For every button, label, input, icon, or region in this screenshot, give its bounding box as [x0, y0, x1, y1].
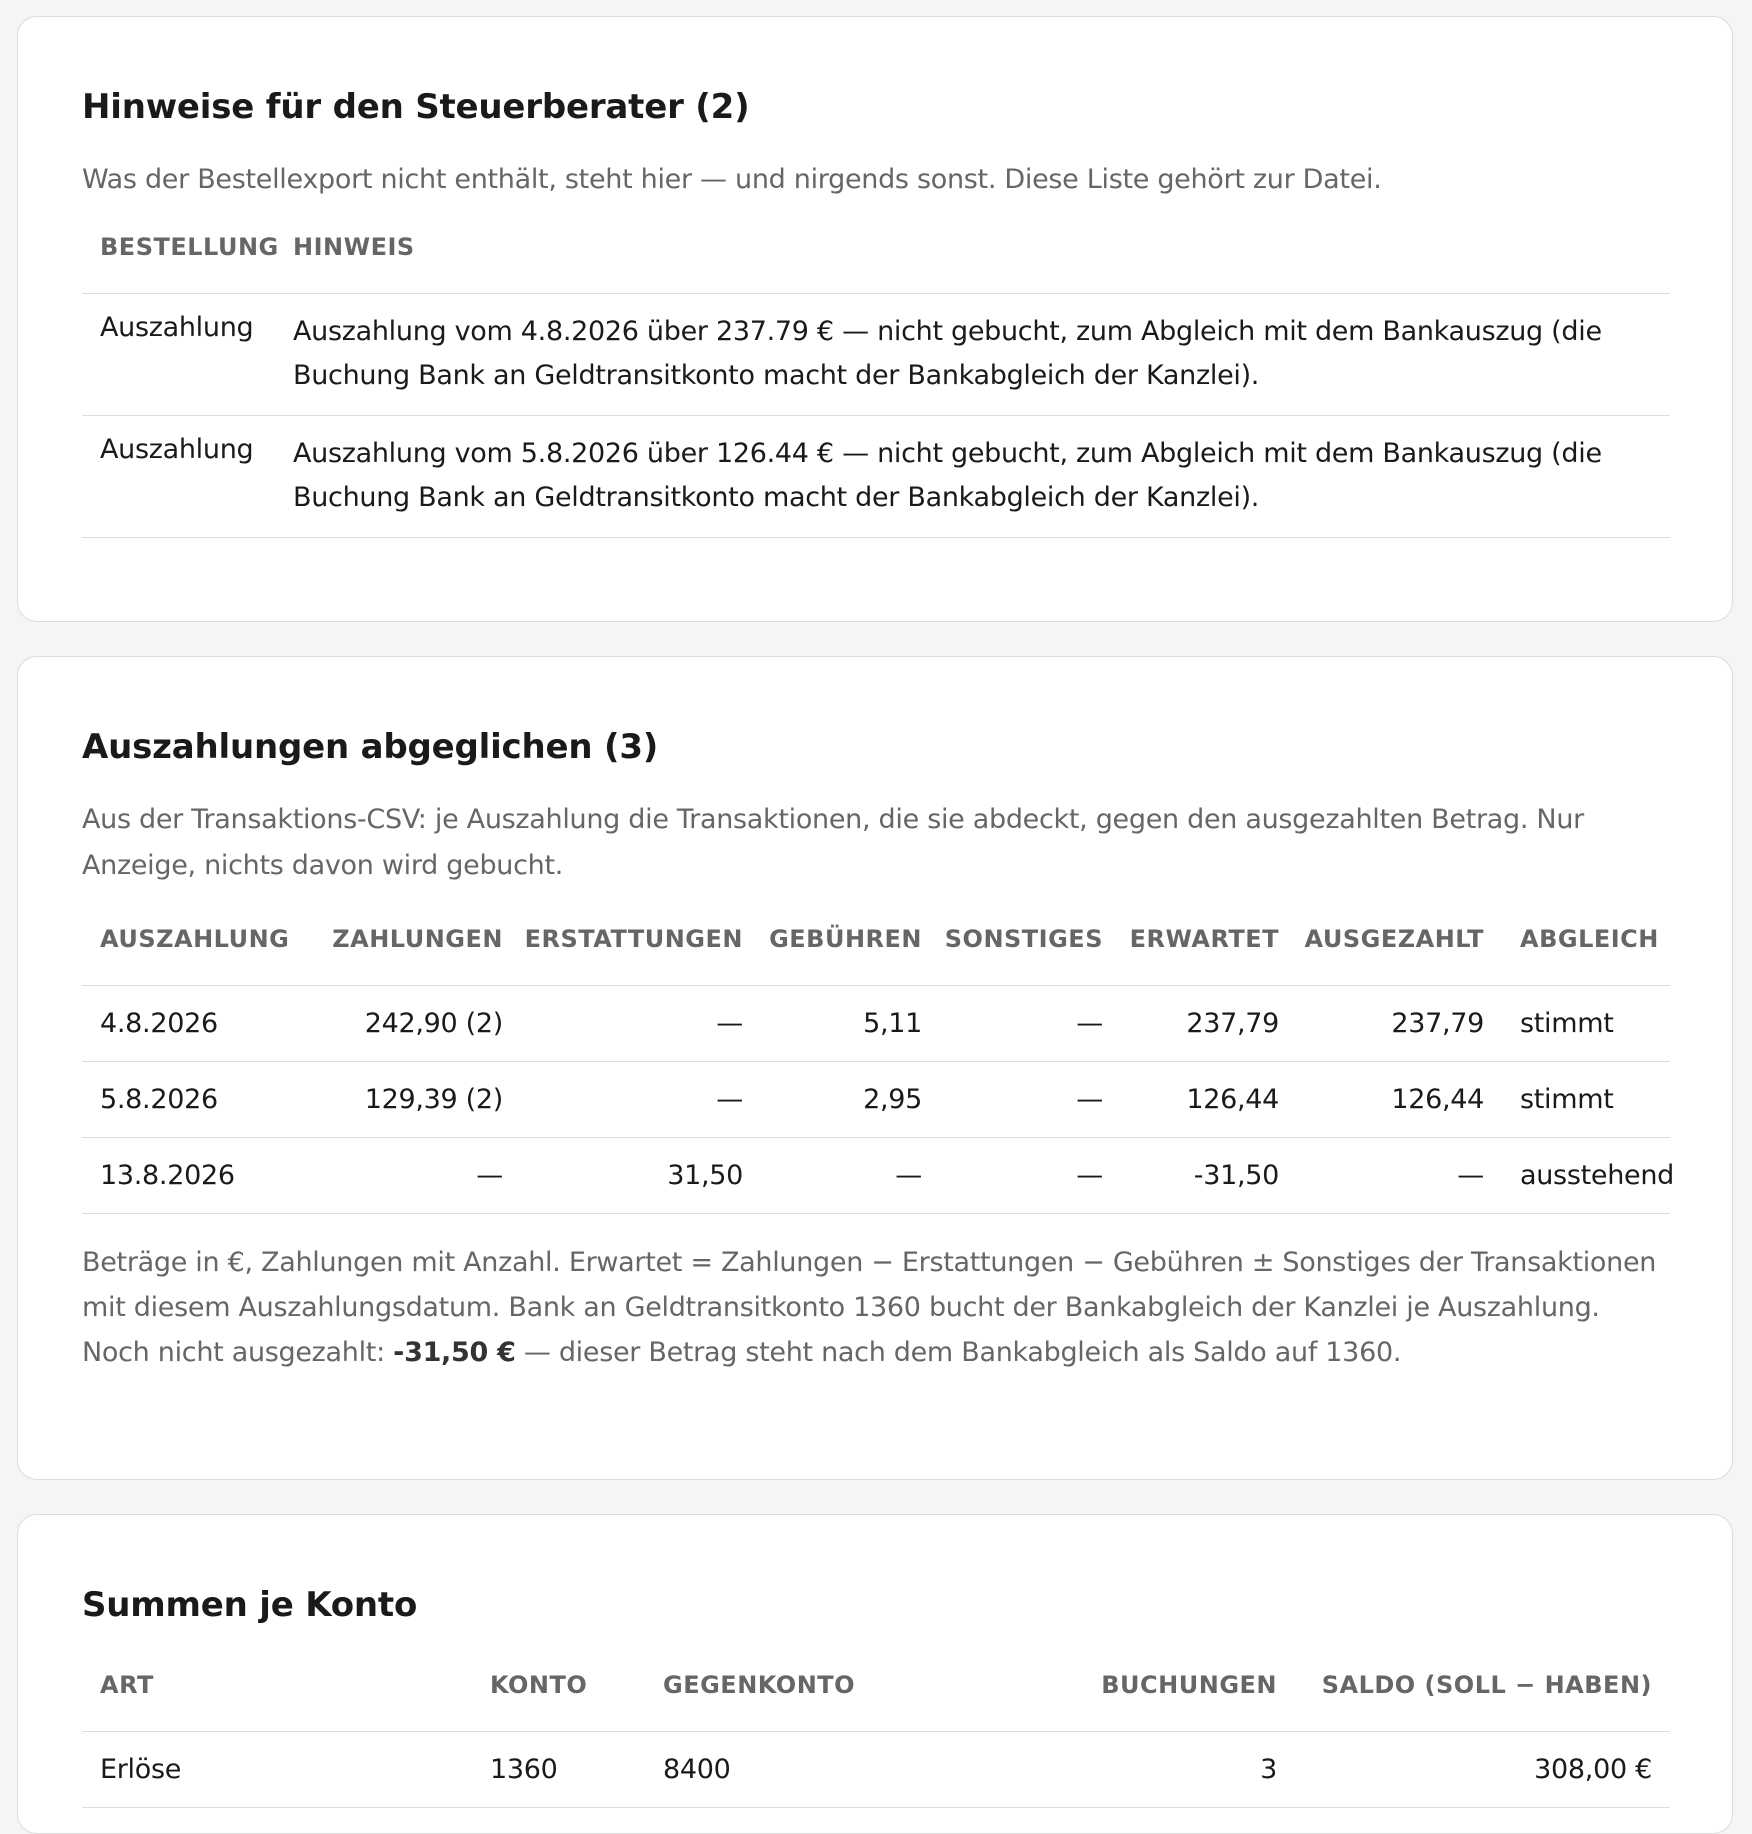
paid-cell: 126,44	[1279, 1061, 1484, 1137]
column-header-saldo: SALDO (SOLL − HABEN)	[1277, 1665, 1670, 1731]
order-cell: Auszahlung	[82, 293, 275, 415]
table-row	[82, 415, 1670, 537]
payout-date-cell: 4.8.2026	[82, 985, 289, 1061]
other-cell: —	[922, 1061, 1103, 1137]
column-header-sonstiges: SONSTIGES	[922, 919, 1103, 985]
table-row	[82, 985, 1670, 1061]
column-header-bestellung: BESTELLUNG	[82, 227, 275, 293]
note-cell: Auszahlung vom 4.8.2026 über 237.79 € — nicht gebucht, zum Abgleich mit dem Bankauszug (die Buchung Bank an Geldtransitkonto macht der Bankabgleich der Kanzlei).	[275, 293, 1670, 415]
type-cell: Erlöse	[82, 1731, 472, 1807]
column-header-gegenkonto: GEGENKONTO	[645, 1665, 945, 1731]
order-cell: Auszahlung	[82, 415, 275, 537]
payouts-description: Aus der Transaktions-CSV: je Auszahlung die Transaktionen, die sie abdeckt, gegen den ausgezahlten Betrag. Nur Anzeige, nichts davon wird gebucht.	[82, 804, 1584, 881]
column-header-ausgezahlt: AUSGEZAHLT	[1279, 919, 1484, 985]
other-cell: —	[922, 1137, 1103, 1213]
column-header-buchungen: BUCHUNGEN	[945, 1665, 1277, 1731]
expected-cell: 237,79	[1103, 985, 1279, 1061]
account-cell: 1360	[472, 1731, 645, 1807]
totals-title: Summen je Konto	[82, 1585, 418, 1625]
refunds-cell: —	[503, 985, 743, 1061]
column-header-erstattungen: ERSTATTUNGEN	[503, 919, 743, 985]
other-cell: —	[922, 985, 1103, 1061]
expected-cell: 126,44	[1103, 1061, 1279, 1137]
fees-cell: 5,11	[743, 985, 922, 1061]
column-header-art: ART	[82, 1665, 472, 1731]
payments-cell: 129,39 (2)	[289, 1061, 503, 1137]
table-header-row	[82, 1665, 1670, 1731]
column-header-abgleich: ABGLEICH	[1484, 919, 1670, 985]
payout-date-cell: 13.8.2026	[82, 1137, 289, 1213]
payout-date-cell: 5.8.2026	[82, 1061, 289, 1137]
note-cell: Auszahlung vom 5.8.2026 über 126.44 € — nicht gebucht, zum Abgleich mit dem Bankauszug (die Buchung Bank an Geldtransitkonto macht der Bankabgleich der Kanzlei).	[275, 415, 1670, 537]
expected-cell: -31,50	[1103, 1137, 1279, 1213]
table-header-row	[82, 919, 1670, 985]
column-header-erwartet: ERWARTET	[1103, 919, 1279, 985]
refunds-cell: —	[503, 1061, 743, 1137]
notes-card	[17, 16, 1733, 622]
notes-title: Hinweise für den Steuerberater (2)	[82, 87, 750, 127]
balance-cell: 308,00 €	[1277, 1731, 1670, 1807]
column-header-auszahlung: AUSZAHLUNG	[82, 919, 289, 985]
table-header-row	[82, 227, 1670, 293]
fees-cell: 2,95	[743, 1061, 922, 1137]
footnote-text-end: — dieser Betrag steht nach dem Bankabgleich als Saldo auf 1360.	[515, 1336, 1402, 1368]
table-row	[82, 1061, 1670, 1137]
table-row	[82, 293, 1670, 415]
status-cell: ausstehend	[1484, 1137, 1670, 1213]
totals-table	[82, 1665, 1670, 1808]
notes-description: Was der Bestellexport nicht enthält, steht hier — und nirgends sonst. Diese Liste gehört zur Datei.	[82, 164, 1382, 195]
totals-card	[17, 1514, 1733, 1834]
payouts-footnote	[82, 1240, 1668, 1375]
paid-cell: 237,79	[1279, 985, 1484, 1061]
fees-cell: —	[743, 1137, 922, 1213]
payments-cell: —	[289, 1137, 503, 1213]
paid-cell: —	[1279, 1137, 1484, 1213]
column-header-zahlungen: ZAHLUNGEN	[289, 919, 503, 985]
table-row	[82, 1731, 1670, 1807]
column-header-konto: KONTO	[472, 1665, 645, 1731]
column-header-gebuehren: GEBÜHREN	[743, 919, 922, 985]
bookings-count-cell: 3	[945, 1731, 1277, 1807]
payouts-table	[82, 919, 1674, 1214]
status-cell: stimmt	[1484, 1061, 1670, 1137]
payments-cell: 242,90 (2)	[289, 985, 503, 1061]
status-cell: stimmt	[1484, 985, 1670, 1061]
payouts-card	[17, 656, 1733, 1480]
footnote-text: Beträge in €, Zahlungen mit Anzahl. Erwartet = Zahlungen − Erstattungen − Gebühren ± Sonstiges der Transaktionen mit diesem Auszahlungsdatum. Bank an Geldtransitkonto 1360 bucht der Bankabgleich der Kanzlei je Auszahlung. Noch nicht ausgezahlt:	[82, 1246, 1657, 1368]
column-header-hinweis: HINWEIS	[275, 227, 1670, 293]
payouts-title: Auszahlungen abgeglichen (3)	[82, 727, 659, 767]
notes-table	[82, 227, 1670, 538]
table-row	[82, 1137, 1670, 1213]
outstanding-amount: -31,50 €	[393, 1336, 516, 1368]
counter-account-cell: 8400	[645, 1731, 945, 1807]
refunds-cell: 31,50	[503, 1137, 743, 1213]
